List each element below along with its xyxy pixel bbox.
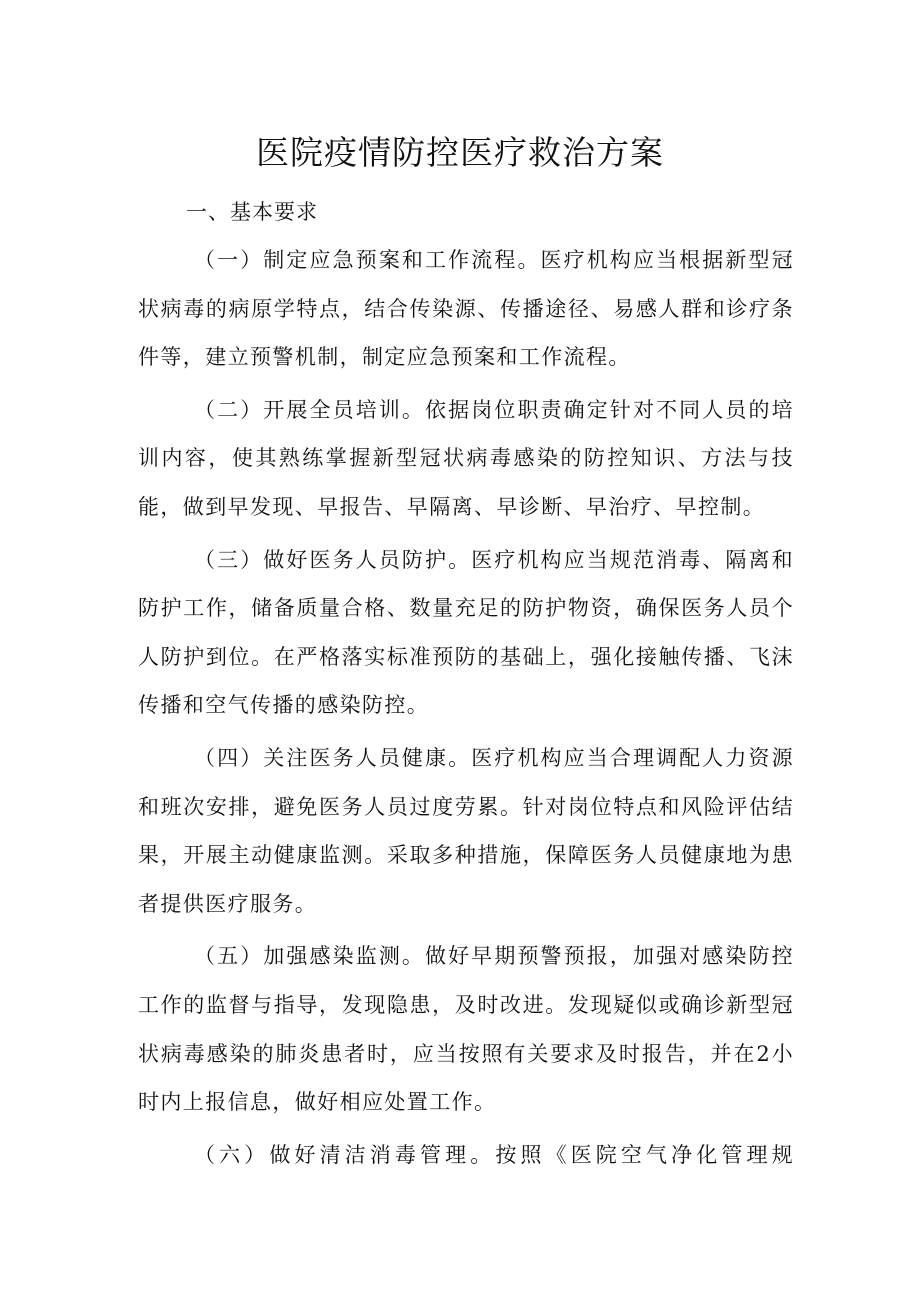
paragraph-2: （二）开展全员培训。依据岗位职责确定针对不同人员的培训内容，使其熟练掌握新型冠状病毒感染的防控知识、方法与技能，做到早发现、早报告、早隔离、早诊断、早治疗、早控制。 [138,397,794,519]
paragraph-6: （六）做好清洁消毒管理。按照《医院空气净化管理规 [194,1142,794,1167]
section-heading: 一、基本要求 [186,200,318,224]
paragraph-3: （三）做好医务人员防护。医疗机构应当规范消毒、隔离和防护工作，储备质量合格、数量充足的防护物资，确保医务人员个人防护到位。在严格落实标准预防的基础上，强化接触传播、飞沫传播和空气传播的感染防控。 [138,547,794,718]
paragraph-4: （四）关注医务人员健康。医疗机构应当合理调配人力资源和班次安排，避免医务人员过度劳累。针对岗位特点和风险评估结果，开展主动健康监测。采取多种措施，保障医务人员健康地为患者提供医疗服务。 [138,745,794,916]
paragraph-5: （五）加强感染监测。做好早期预警预报，加强对感染防控工作的监督与指导，发现隐患，及时改进。发现疑似或确诊新型冠状病毒感染的肺炎患者时，应当按照有关要求及时报告，并在2小时内上报信息，做好相应处置工作。 [138,944,794,1115]
document-body [138,188,794,1183]
paragraph-1: （一）制定应急预案和工作流程。医疗机构应当根据新型冠状病毒的病原学特点，结合传染源、传播途径、易感人群和诊疗条件等，建立预警机制，制定应急预案和工作流程。 [138,248,794,370]
document-title: 医院疫情防控医疗救治方案 [256,133,664,172]
